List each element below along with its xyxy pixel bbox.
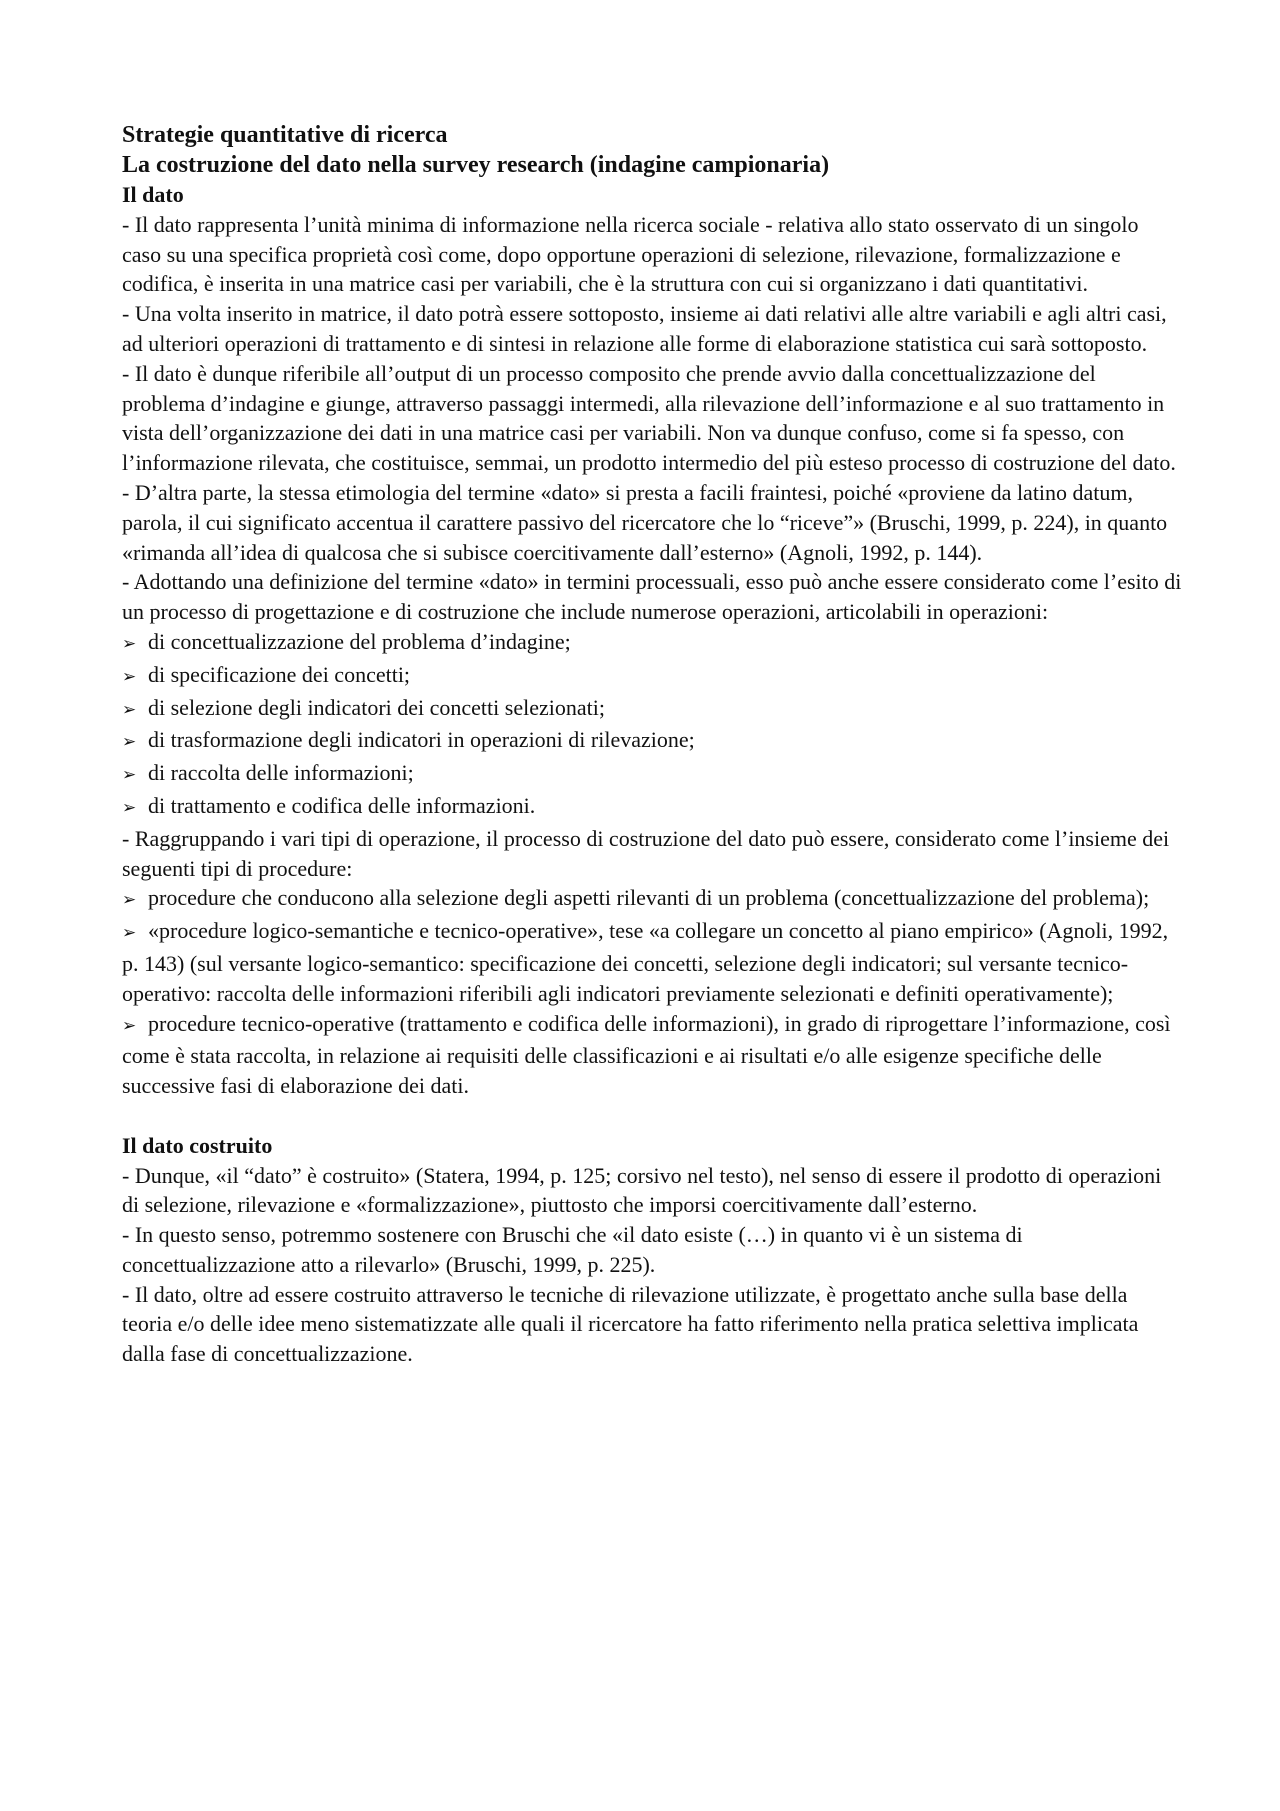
list-item: ➢ di specificazione dei concetti; <box>122 660 1182 693</box>
arrow-bullet-icon: ➢ <box>122 765 137 786</box>
list-item: ➢ di trasformazione degli indicatori in operazioni di rilevazione; <box>122 725 1182 758</box>
list-item: ➢ procedure tecnico-operative (trattamento e codifica delle informazioni), in grado di riprogettare l’informazione, così come è stata raccolta, in relazione ai requisiti delle classificazioni e ai risultati e/o alle esigenze specifiche delle successive fasi di elaborazione dei dati. <box>122 1010 1171 1099</box>
arrow-bullet-icon: ➢ <box>122 699 137 720</box>
list-item: ➢ di raccolta delle informazioni; <box>122 758 1182 791</box>
arrow-bullet-icon: ➢ <box>122 666 137 687</box>
document-page <box>122 120 1182 1369</box>
arrow-bullet-icon: ➢ <box>122 633 137 654</box>
spacer <box>122 1101 1182 1131</box>
section-heading-il-dato-costruito: Il dato costruito <box>122 1132 273 1158</box>
arrow-bullet-icon: ➢ <box>122 923 137 944</box>
list-item: ➢ «procedure logico-semantiche e tecnico-operative», tese «a collegare un concetto al piano empirico» (Agnoli, 1992, p. 143) (sul versante logico-semantico: specificazione dei concetti, selezione degli indicatori; sul versante tecnico-operativo: raccolta delle informazioni riferibili agli indicatori previamente selezionati e definiti operativamente); <box>122 918 1169 1006</box>
paragraph: - Raggruppando i vari tipi di operazione, il processo di costruzione del dato può essere, considerato come l’insieme dei seguenti tipi di procedure: <box>122 825 1170 881</box>
paragraph: - Adottando una definizione del termine «dato» in termini processuali, esso può anche essere considerato come l’esito di un processo di progettazione e di costruzione che include numerose operazioni, articolabili in operazioni: <box>122 569 1182 625</box>
paragraph: - Il dato è dunque riferibile all’output di un processo composito che prende avvio dalla concettualizzazione del problema d’indagine e giunge, attraverso passaggi intermedi, alla rilevazione dell’informazione e al suo trattamento in vista dell’organizzazione dei dati in una matrice casi per variabili. Non va dunque confuso, come si fa spesso, con l’informazione rilevata, che costituisce, semmai, un prodotto intermedio del più esteso processo di costruzione del dato. <box>122 360 1176 476</box>
arrow-bullet-icon: ➢ <box>122 732 137 753</box>
paragraph: - Una volta inserito in matrice, il dato potrà essere sottoposto, insieme ai dati relativi alle altre variabili e agli altri casi, ad ulteriori operazioni di trattamento e di sintesi in relazione alle forme di elaborazione statistica cui sarà sottoposto. <box>122 301 1167 356</box>
paragraph: - In questo senso, potremmo sostenere con Bruschi che «il dato esiste (…) in quanto vi è un sistema di concettualizzazione atto a rilevarlo» (Bruschi, 1999, p. 225). <box>122 1222 1023 1277</box>
list-item: ➢ procedure che conducono alla selezione degli aspetti rilevanti di un problema (concettualizzazione del problema); <box>122 883 1182 916</box>
list-item: ➢ di concettualizzazione del problema d’indagine; <box>122 627 1182 660</box>
paragraph: - D’altra parte, la stessa etimologia del termine «dato» si presta a facili fraintesi, poiché «proviene da latino datum, parola, il cui significato accentua il carattere passivo del ricercatore che lo “riceve”» (Bruschi, 1999, p. 224), in quanto «rimanda all’idea di qualcosa che si subisce coercitivamente dall’esterno» (Agnoli, 1992, p. 144). <box>122 479 1168 565</box>
paragraph: - Il dato, oltre ad essere costruito attraverso le tecniche di rilevazione utilizzate, è progettato anche sulla base della teoria e/o delle idee meno sistematizzate alle quali il ricercatore ha fatto riferimento nella pratica selettiva implicata dalla fase di concettualizzazione. <box>122 1281 1139 1367</box>
paragraph: - Il dato rappresenta l’unità minima di informazione nella ricerca sociale - relativa allo stato osservato di un singolo caso su una specifica proprietà così come, dopo opportune operazioni di selezione, rilevazione, formalizzazione e codifica, è inserita in una matrice casi per variabili, che è la struttura con cui si organizzano i dati quantitativi. <box>122 211 1139 297</box>
arrow-bullet-icon: ➢ <box>122 797 137 818</box>
list-item: ➢ di trattamento e codifica delle informazioni. <box>122 791 1182 824</box>
section-heading-il-dato: Il dato <box>122 182 184 207</box>
document-title: Strategie quantitative di ricerca <box>122 122 448 148</box>
paragraph: - Dunque, «il “dato” è costruito» (Statera, 1994, p. 125; corsivo nel testo), nel senso di essere il prodotto di operazioni di selezione, rilevazione e «formalizzazione», piuttosto che imporsi coercitivamente dall’esterno. <box>122 1162 1162 1218</box>
list-item: ➢ di selezione degli indicatori dei concetti selezionati; <box>122 693 1182 726</box>
arrow-bullet-icon: ➢ <box>122 1015 137 1036</box>
arrow-bullet-icon: ➢ <box>122 890 137 911</box>
document-subtitle: La costruzione del dato nella survey research (indagine campionaria) <box>122 152 830 178</box>
